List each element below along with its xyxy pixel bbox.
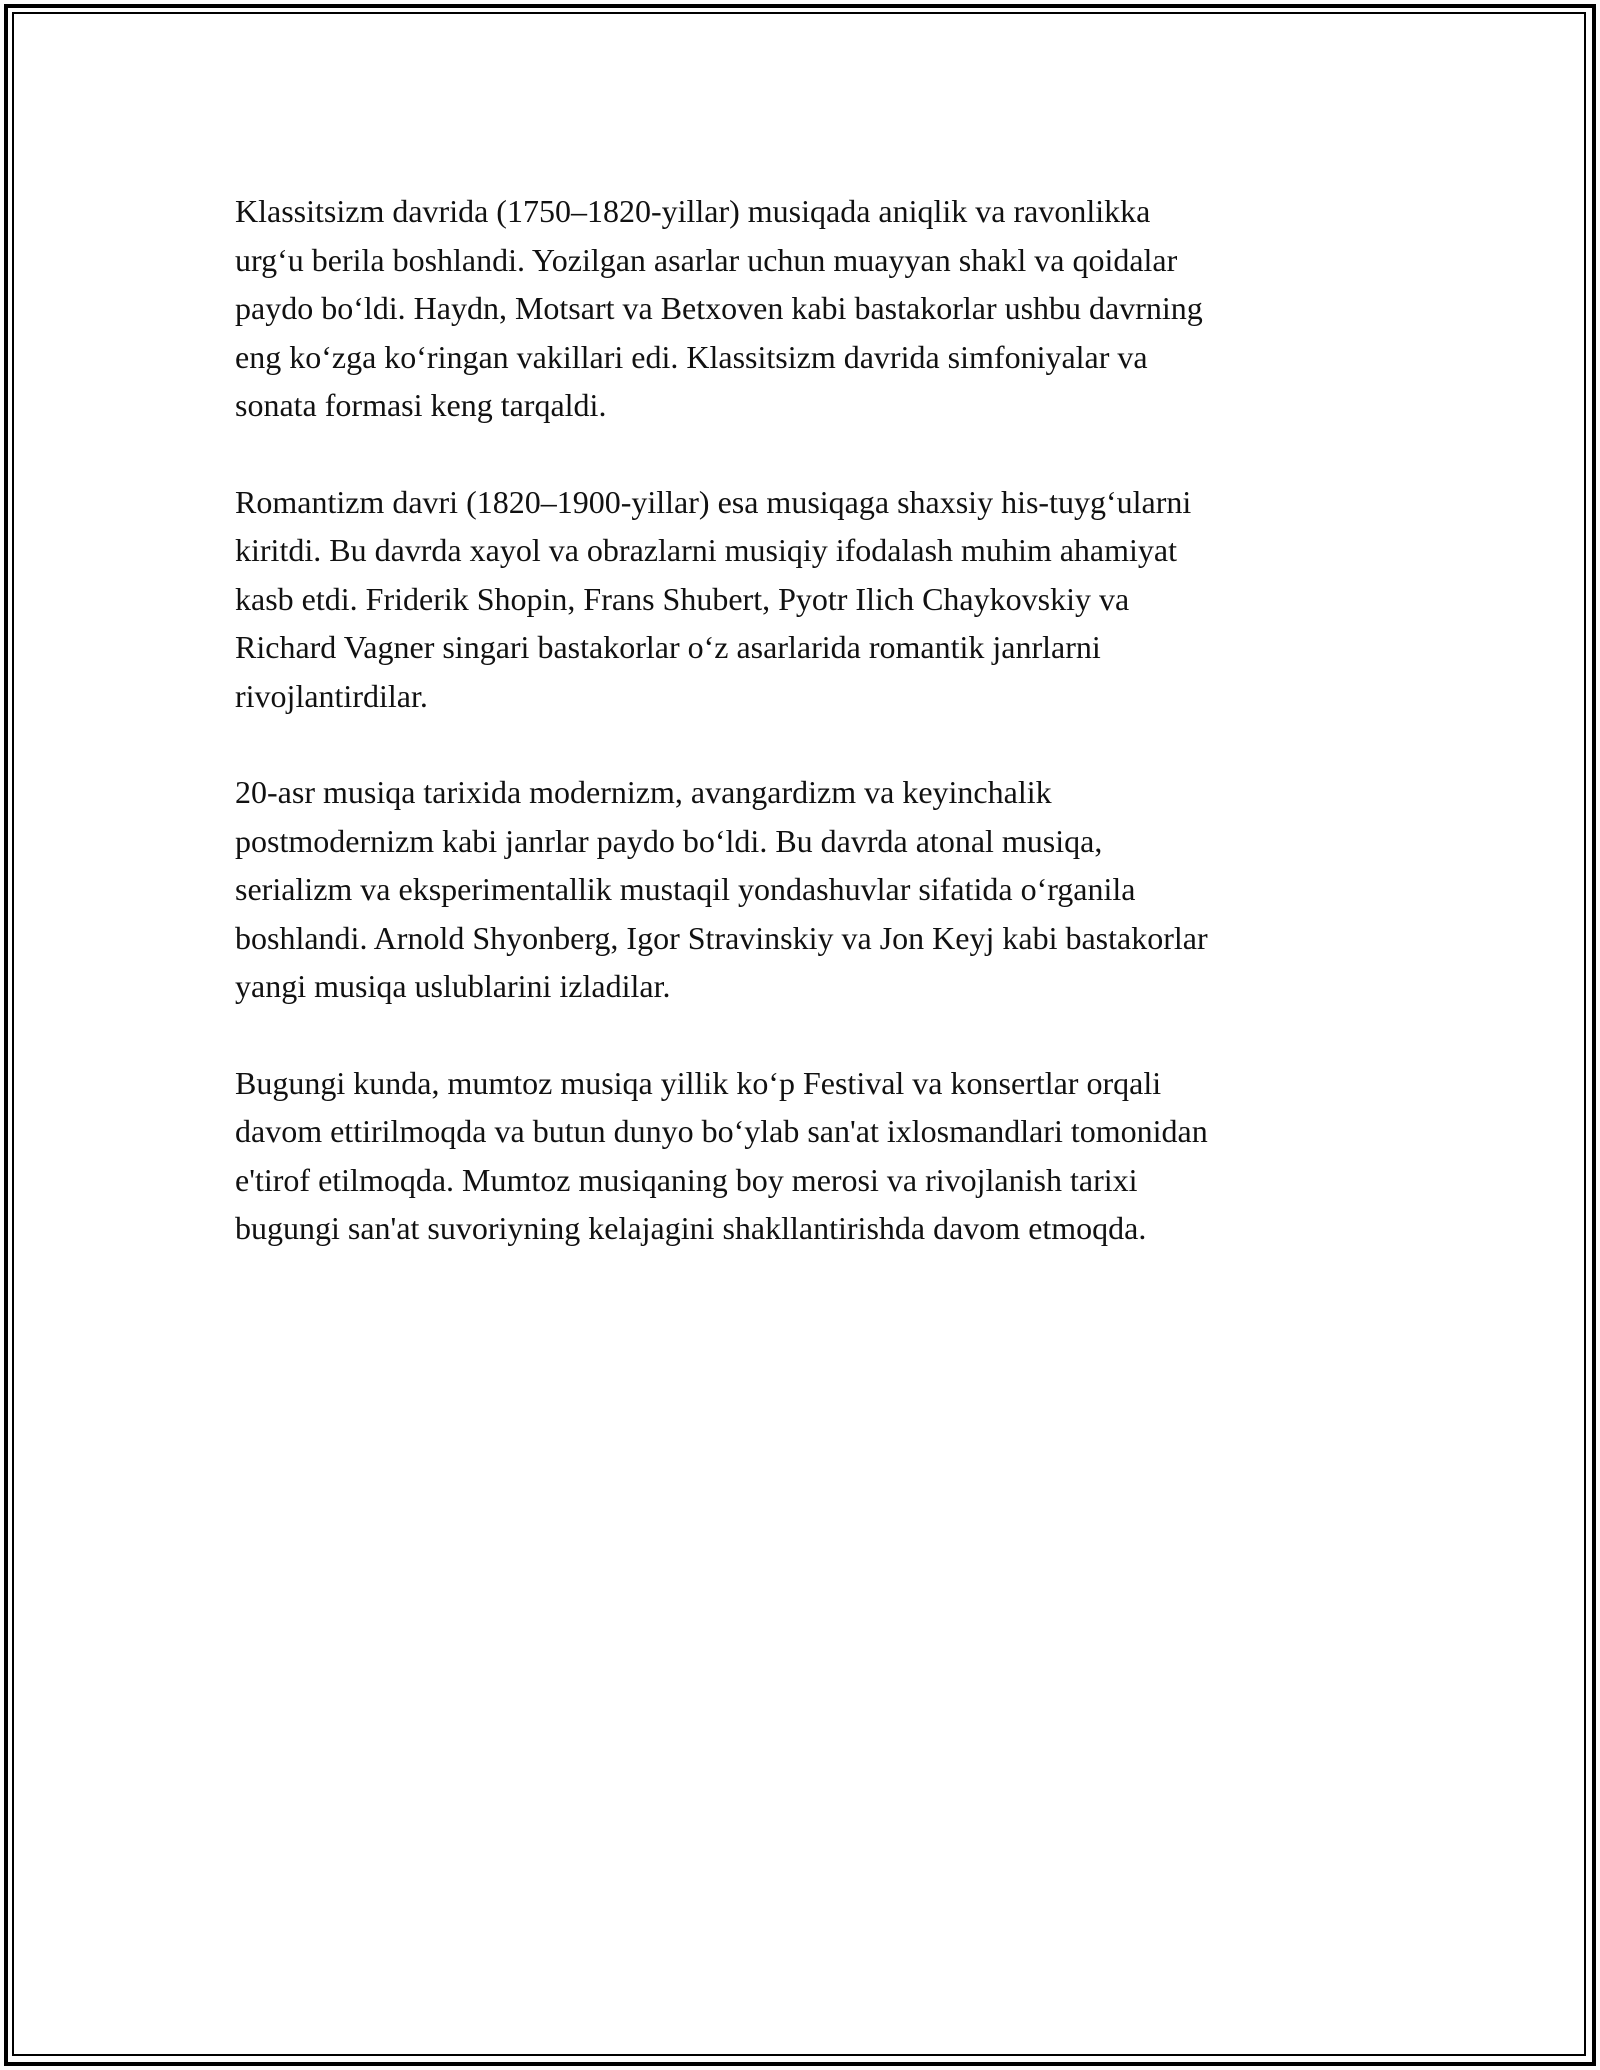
text-line: rivojlantirdilar. bbox=[235, 677, 428, 714]
text-line: serializm va eksperimentallik mustaqil yondashuvlar sifatida o‘rganila bbox=[235, 871, 1136, 907]
text-line: e'tirof etilmoqda. Mumtoz musiqaning boy merosi va rivojlanish tarixi bbox=[235, 1161, 1138, 1198]
text-line: paydo bo‘ldi. Haydn, Motsart va Betxoven kabi bastakorlar ushbu davrning bbox=[235, 290, 1203, 326]
text-line: urg‘u berila boshlandi. Yozilgan asarlar uchun muayyan shakl va qoidalar bbox=[235, 241, 1178, 278]
text-line: Klassitsizm davrida (1750–1820-yillar) musiqada aniqlik va ravonlikka bbox=[235, 193, 1151, 229]
paragraph-today bbox=[235, 1059, 1365, 1253]
paragraph-romanticism bbox=[235, 478, 1365, 721]
text-line: davom ettirilmoqda va butun dunyo bo‘ylab san'at ixlosmandlari tomonidan bbox=[235, 1113, 1208, 1149]
text-line: yangi musiqa uslublarini izladilar. bbox=[235, 968, 671, 1004]
text-line: Bugungi kunda, mumtoz musiqa yillik ko‘p Festival va konsertlar orqali bbox=[235, 1064, 1162, 1101]
document-body bbox=[235, 187, 1365, 1253]
text-line: postmodernizm kabi janrlar paydo bo‘ldi. Bu davrda atonal musiqa, bbox=[235, 822, 1103, 859]
paragraph-20th-century bbox=[235, 768, 1365, 1011]
text-line: eng ko‘zga ko‘ringan vakillari edi. Klassitsizm davrida simfoniyalar va bbox=[235, 338, 1148, 375]
text-line: bugungi san'at suvoriyning kelajagini shakllantirishda davom etmoqda. bbox=[235, 1210, 1147, 1246]
text-line: 20-asr musiqa tarixida modernizm, avangardizm va keyinchalik bbox=[235, 774, 1052, 810]
text-line: kasb etdi. Friderik Shopin, Frans Shubert, Pyotr Ilich Chaykovskiy va bbox=[235, 580, 1130, 617]
text-line: boshlandi. Arnold Shyonberg, Igor Stravinskiy va Jon Keyj kabi bastakorlar bbox=[235, 919, 1208, 956]
text-line: kiritdi. Bu davrda xayol va obrazlarni musiqiy ifodalash muhim ahamiyat bbox=[235, 532, 1177, 568]
text-line: sonata formasi keng tarqaldi. bbox=[235, 387, 607, 423]
paragraph-classicism bbox=[235, 187, 1365, 430]
text-line: Richard Vagner singari bastakorlar o‘z asarlarida romantik janrlarni bbox=[235, 629, 1101, 665]
text-line: Romantizm davri (1820–1900-yillar) esa musiqaga shaxsiy his-tuyg‘ularni bbox=[235, 483, 1192, 520]
